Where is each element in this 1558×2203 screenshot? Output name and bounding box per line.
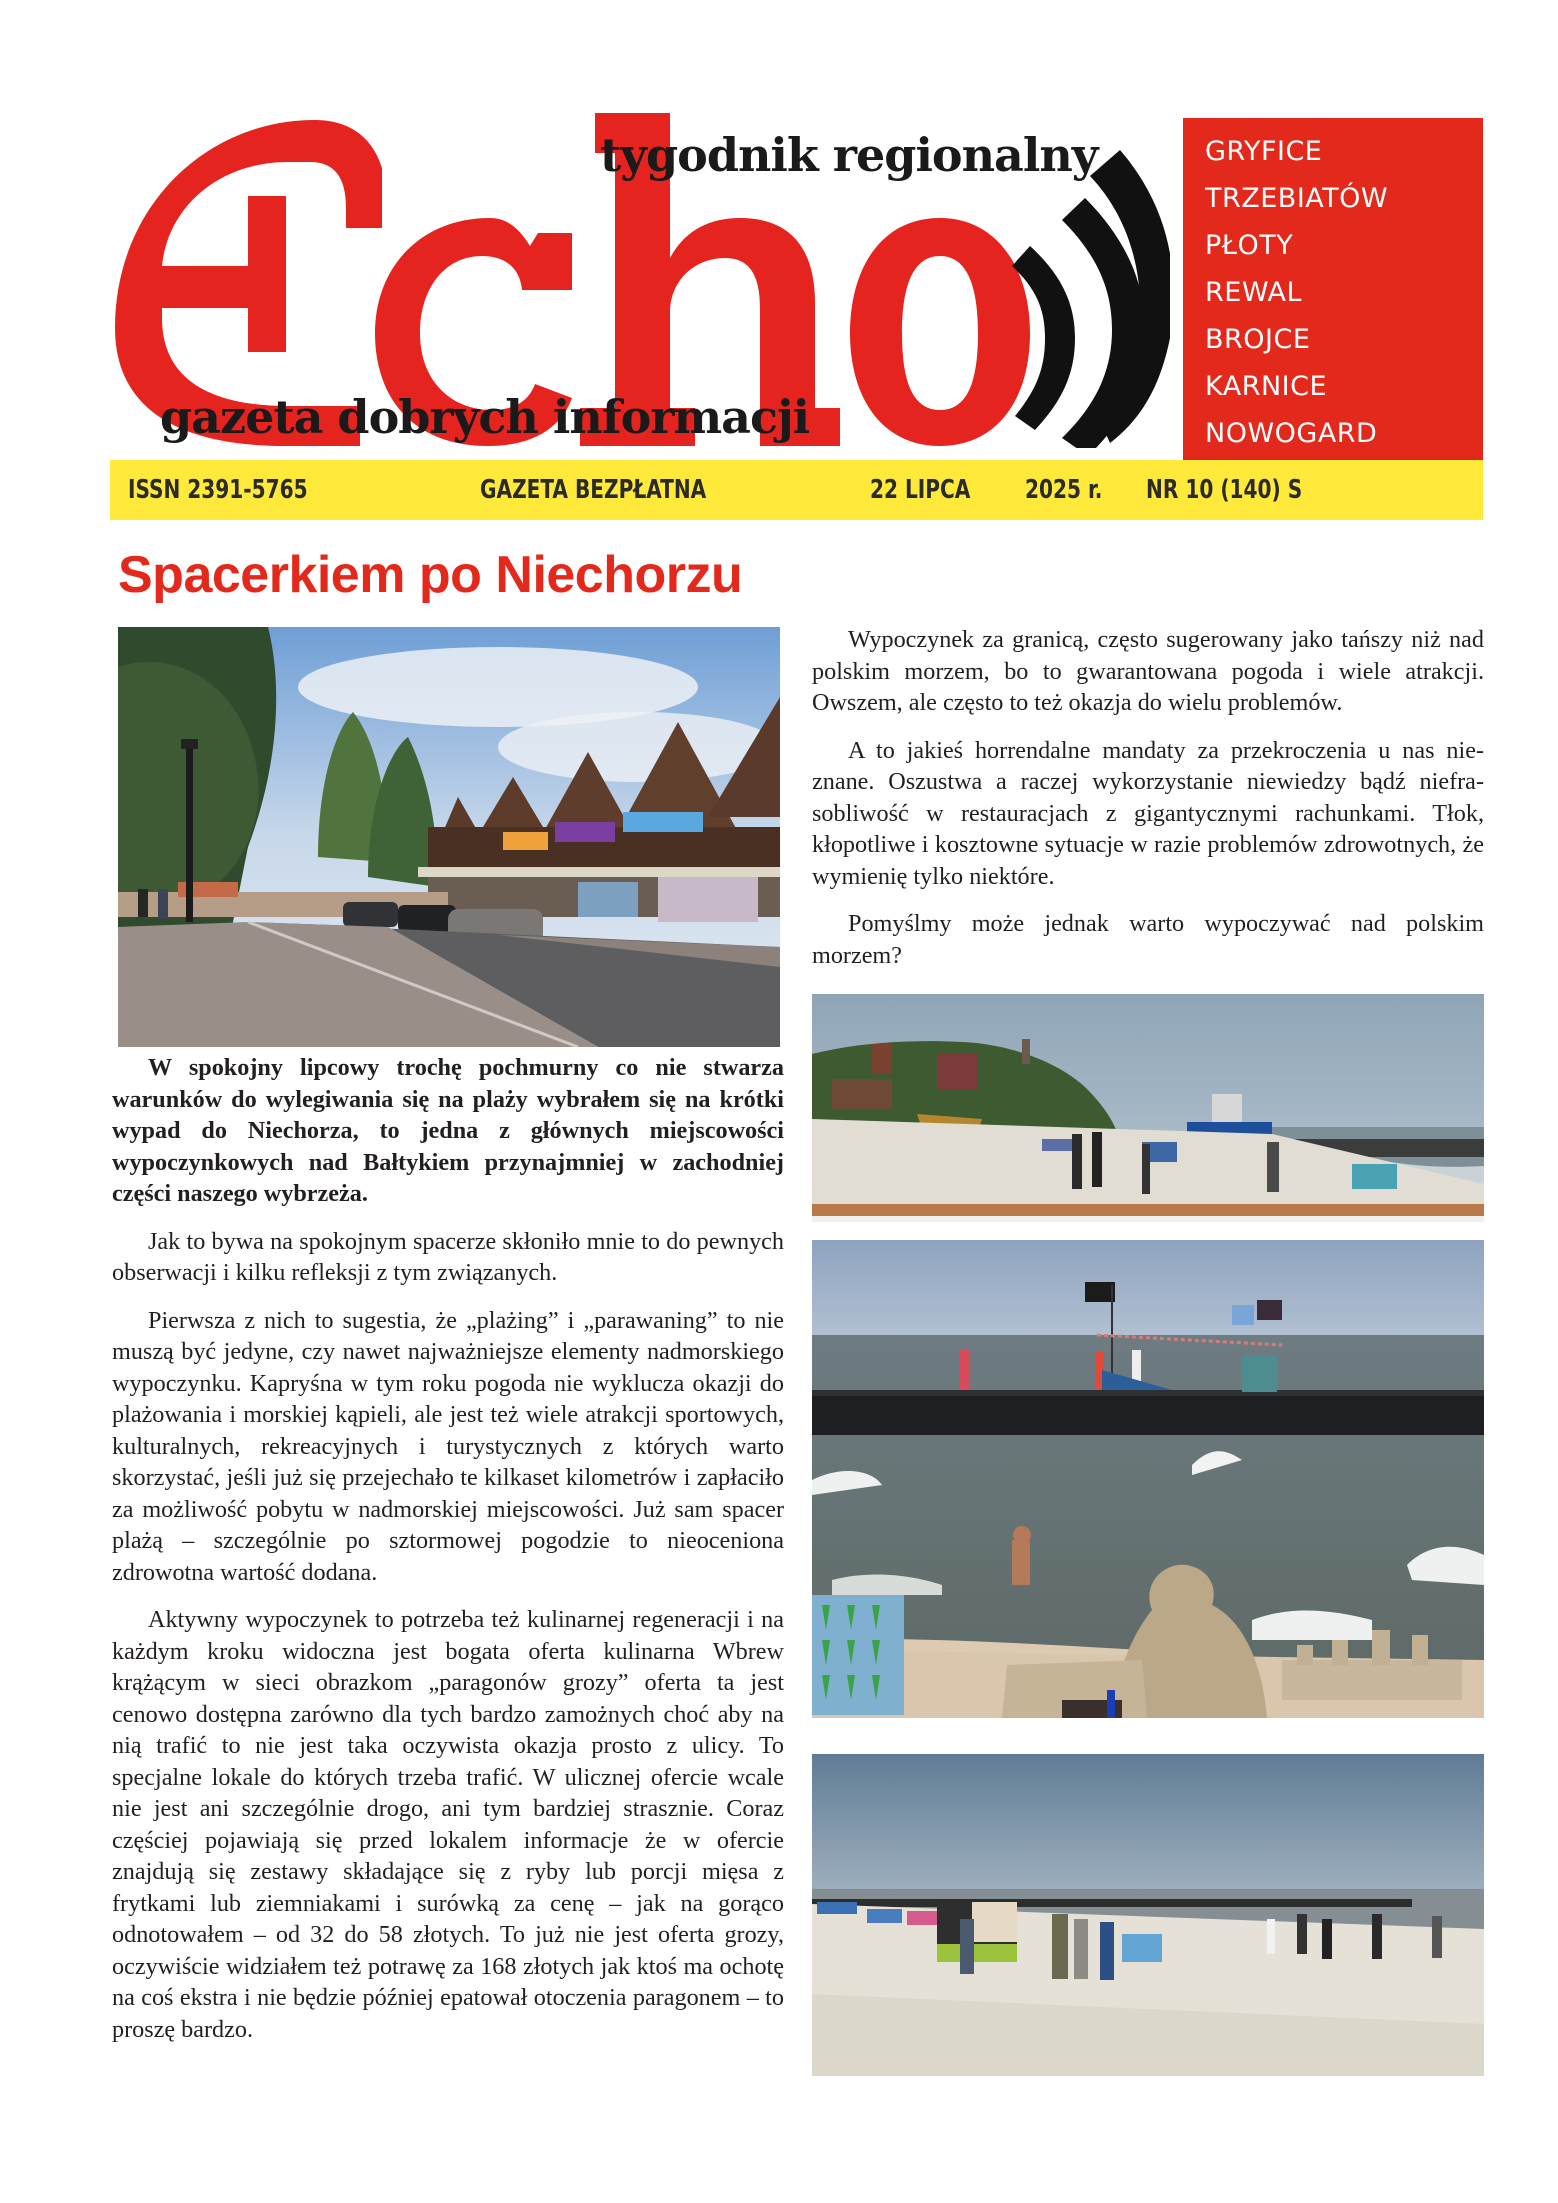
article-lead: W spokojny lipcowy trochę pochmurny co nie stwarza warunków do wylegiwania się na plaży wybrałem się na krótki wypad do Niechorza, to jedna z głównych miejscowości wypoczynkowych nad Bałtykiem przynajmniej w zachodniej części naszego wybrzeża. bbox=[112, 1054, 784, 1207]
issue-year: 2025 r. bbox=[1025, 475, 1103, 505]
town-item: GRYFICE bbox=[1205, 136, 1323, 167]
beach-photo-3 bbox=[812, 1754, 1484, 2076]
issue-date: 22 LIPCA bbox=[870, 475, 971, 505]
article-paragraph: Pierwsza z nich to sugestia, że „plażing” i „parawaning” to nie muszą być jedyne, czy nawet najważniejsze elementy nadmorskiego wypoczynku. Kapryśna w tym roku pogoda nie wyklucza okazji do plażowania i morskiej kąpieli, ale jest też wiele atrakcji sportowych, kulturalnych, rekreacyjnych i turystycznych z których warto skorzystać, jeśli już się przejechało te kilkaset kilometrów i zapłaciło za możliwość pobytu w nadmorskiej miejscowości. Już sam spacer plażą – szczególnie po sztormowej pogodzie to nieoceniona zdrowotna wartość dodana. bbox=[112, 1306, 784, 1586]
tagline-weekly: tygodnik regionalny bbox=[600, 128, 1098, 182]
issue-info-bar bbox=[110, 460, 1483, 520]
article-right-column bbox=[812, 624, 1484, 987]
beach-photo-1 bbox=[812, 994, 1484, 1222]
town-item: TRZEBIATÓW bbox=[1205, 183, 1389, 214]
free-paper-label: GAZETA BEZPŁATNA bbox=[480, 475, 707, 505]
article-paragraph: Pomyślmy może jednak warto wypoczywać nad polskim morzem? bbox=[812, 910, 1484, 969]
article-paragraph: A to jakieś horrendalne mandaty za przekroczenia u nas nieznane. Oszustwa a raczej wykorzystanie niewiedzy bądź niefrasobliwość w restauracjach z gigantycznymi rachunkami. Tłok, kłopotliwe i kosztowne sytuacje w razie problemów zdrowotnych, że wymienię tylko niektóre. bbox=[812, 736, 1484, 890]
article-paragraph: Jak to bywa na spokojnym spacerze skłoniło mnie to do pewnych obserwacji i kilku refleksji z tym związanych. bbox=[112, 1227, 784, 1286]
street-photo bbox=[118, 627, 780, 1047]
article-paragraph: Aktywny wypoczynek to potrzeba też kulinarnej regeneracji i na każdym kroku widoczna jest bogata oferta kulinarna Wbrew krążącym w sieci obrazkom „paragonów grozy” oferta ta jest cenowo dostępna zarówno dla tych bardzo zamożnych choć aby na nią trafić to nie jest taka oczywista okazja prosto z ulicy. To specjalne lokale do których trzeba trafić. W ulicznej ofercie wcale nie jest ani szczególnie drogo, ani tym bardziej strasznie. Coraz częściej pojawiają się przed lokalem informacje że w ofercie znajdują się zestawy składające się z ryby lub porcji mięsa z frytkami lub ziemniakami i surówką za cenę – jak na gorąco odnotowałem – od 32 do 58 złotych. To już nie jest oferta grozy, oczywiście widziałem też potrawę za 168 złotych jak ktoś ma ochotę na coś ekstra i nie będzie później epatował otoczenia paragonem – to proszę bardzo. bbox=[112, 1606, 784, 2043]
tagline-good-news: gazeta dobrych informacji bbox=[160, 390, 810, 444]
issn: ISSN 2391-5765 bbox=[128, 475, 308, 505]
issue-number: NR 10 (140) S bbox=[1146, 475, 1303, 505]
article-paragraph: Wypoczynek za granicą, często sugerowany jako tańszy niż nad polskim morzem, bo to gwarantowana pogoda i wiele atrakcji. Owszem, ale często to też okazja do wielu problemów. bbox=[812, 626, 1484, 716]
town-item: NOWOGARD bbox=[1205, 418, 1378, 449]
towns-list bbox=[1183, 118, 1483, 460]
town-item: KARNICE bbox=[1205, 371, 1328, 402]
town-item: BROJCE bbox=[1205, 324, 1311, 355]
masthead bbox=[0, 0, 1558, 530]
town-item: REWAL bbox=[1205, 277, 1303, 308]
article-left-column bbox=[112, 1052, 784, 2061]
town-item: PŁOTY bbox=[1205, 230, 1294, 261]
article-headline: Spacerkiem po Niechorzu bbox=[118, 546, 743, 604]
beach-photo-2 bbox=[812, 1240, 1484, 1718]
